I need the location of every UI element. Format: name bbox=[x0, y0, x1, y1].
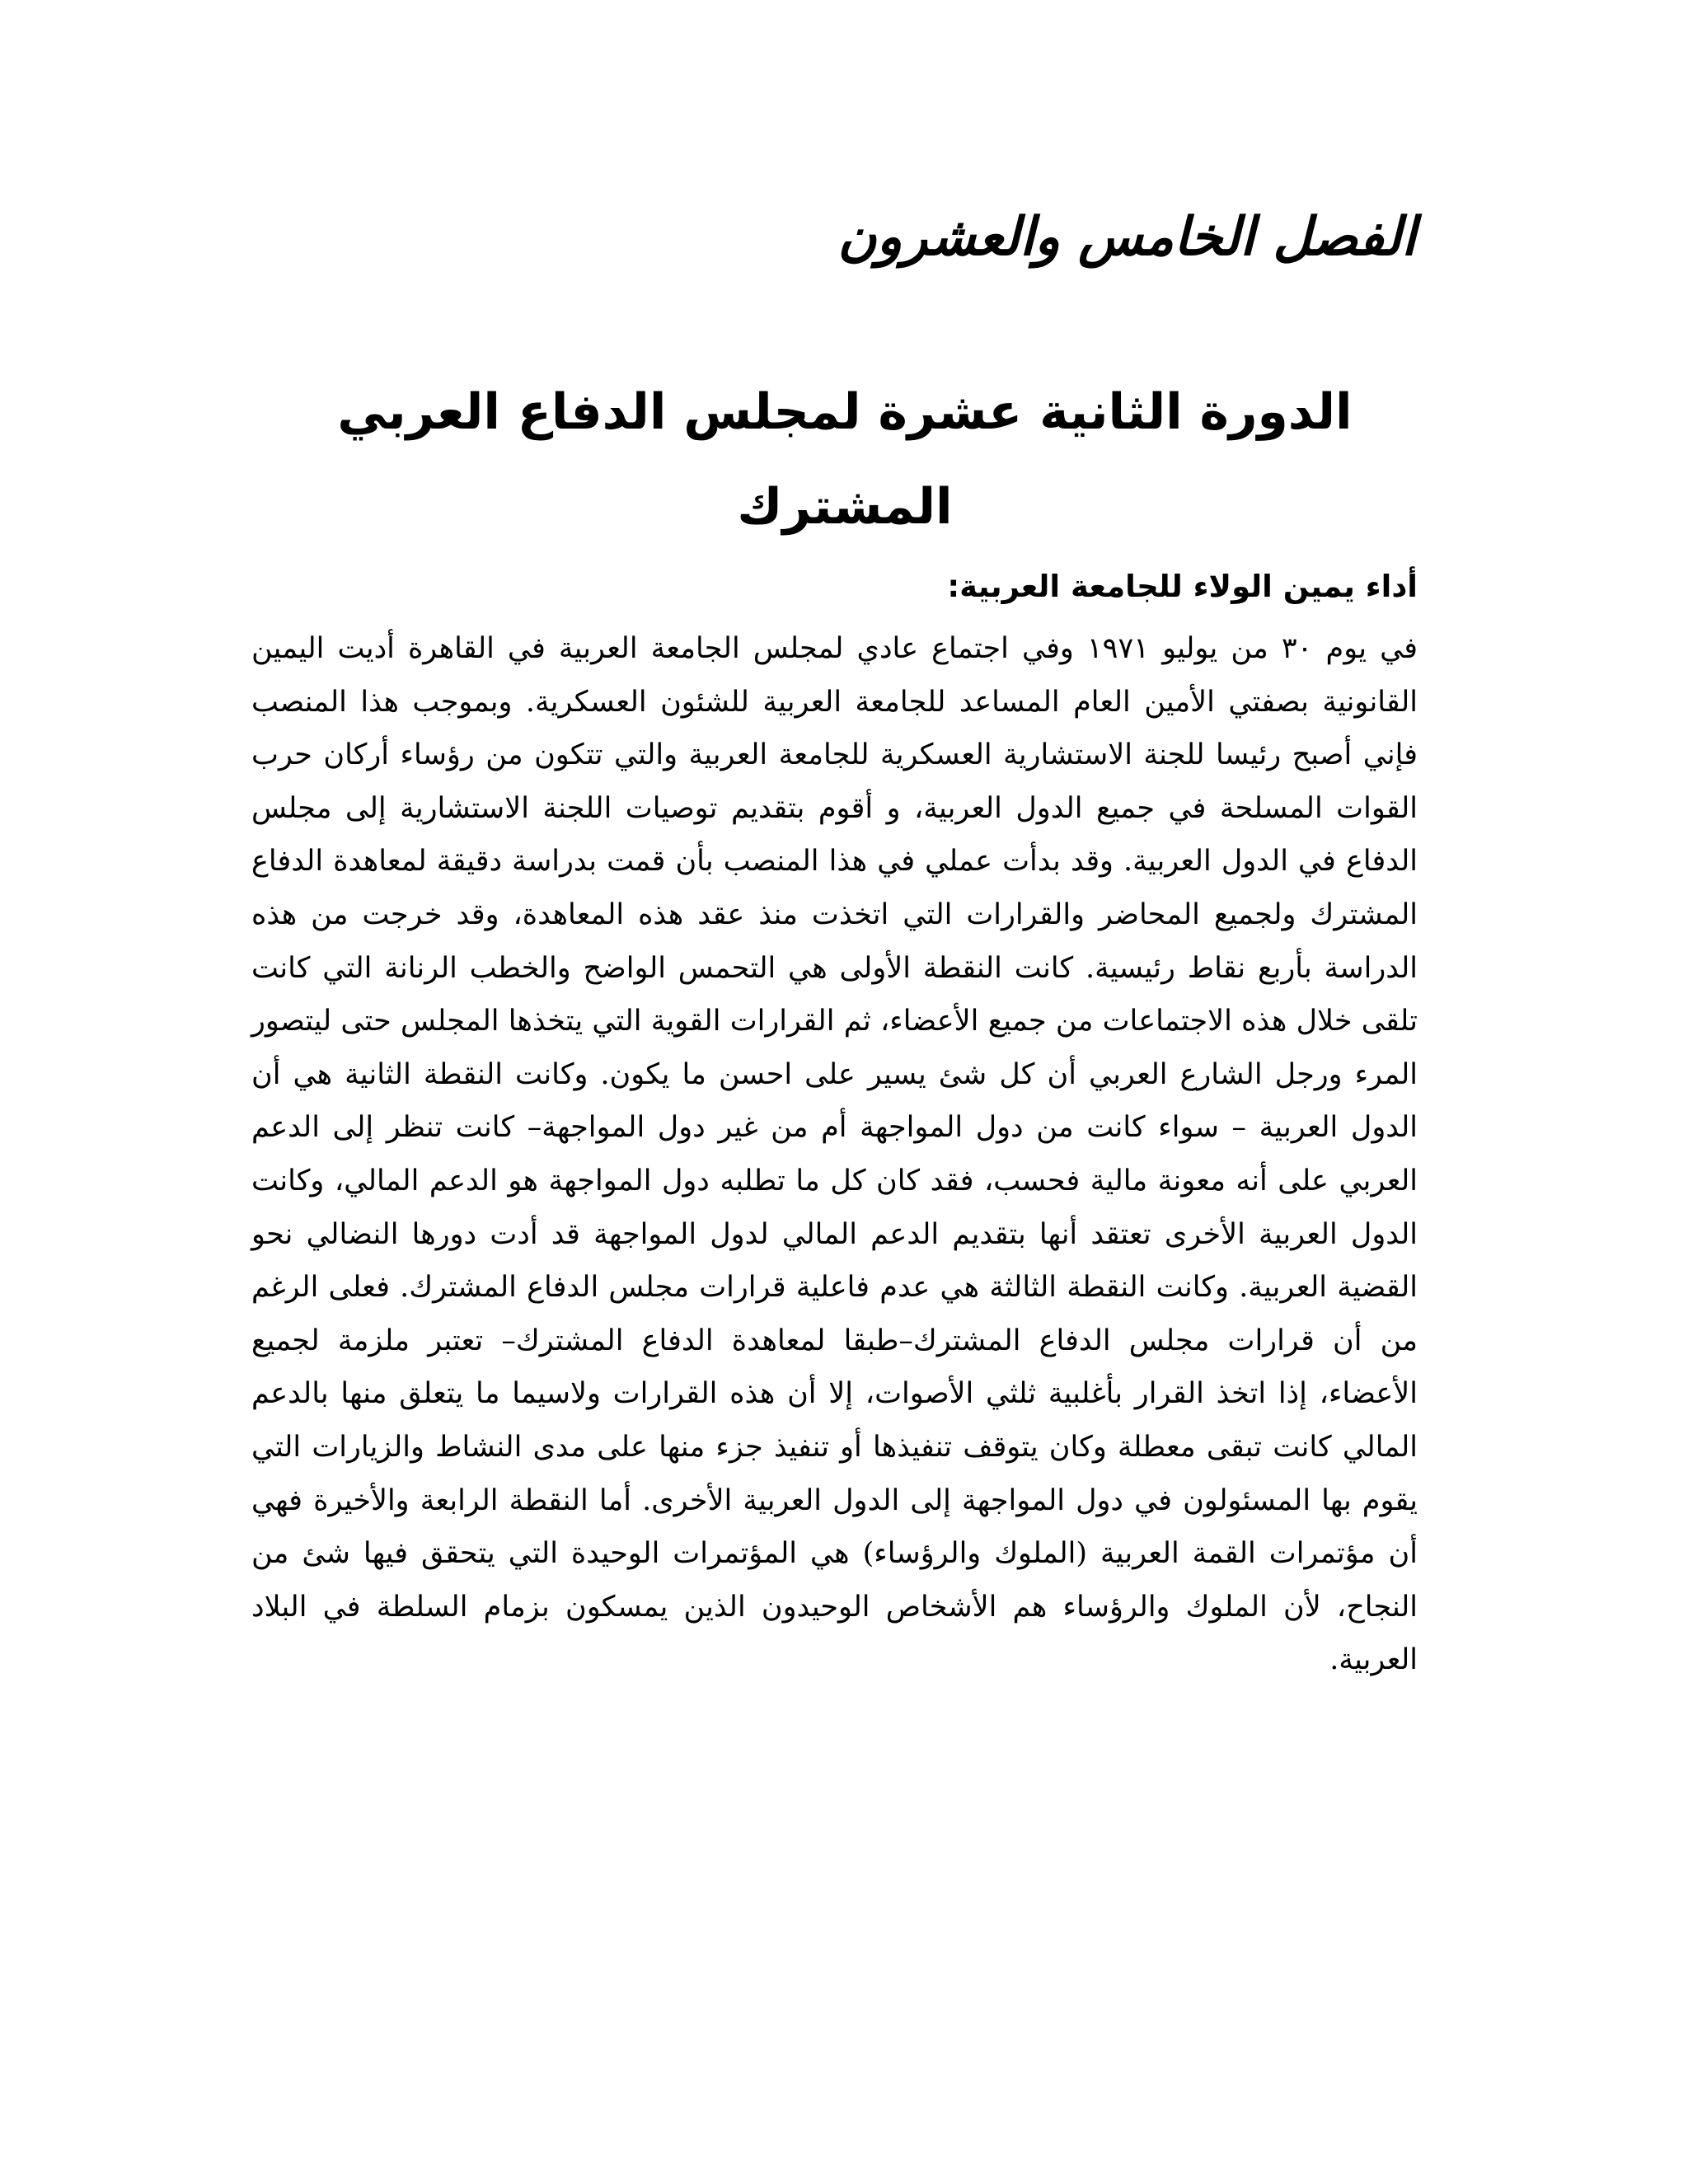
section-title-line-1: الدورة الثانية عشرة لمجلس الدفاع العربي bbox=[337, 383, 1353, 441]
subsection-heading: أداء يمين الولاء للجامعة العربية: bbox=[947, 569, 1418, 604]
body-paragraph: في يوم ٣٠ من يوليو ١٩٧١ وفي اجتماع عادي لمجلس الجامعة العربية في القاهرة أديت اليمين القانونية بصفتي الأمين العام المساعد للجامعة العربية للشئون العسكرية. وبموجب هذا المنصب فإني أصبح رئيسا للجنة الاستشارية العسكرية للجامعة العربية والتي تتكون من رؤساء أركان حرب القوات المسلحة في جميع الدول العربية، و أقوم بتقديم توصيات اللجنة الاستشارية إلى مجلس الدفاع في الدول العربية. وقد بدأت عملي في هذا المنصب بأن قمت بدراسة دقيقة لمعاهدة الدفاع المشترك ولجميع المحاضر والقرارات التي اتخذت منذ عقد هذه المعاهدة، وقد خرجت من هذه الدراسة بأربع نقاط رئيسية. كانت النقطة الأولى هي التحمس الواضح والخطب الرنانة التي كانت تلقى خلال هذه الاجتماعات من جميع الأعضاء، ثم القرارات القوية التي يتخذها المجلس حتى ليتصور المرء ورجل الشارع العربي أن كل شئ يسير على احسن ما يكون. وكانت النقطة الثانية هي أن الدول العربية – سواء كانت من دول المواجهة أم من غير دول المواجهة– كانت تنظر إلى الدعم العربي على أنه معونة مالية فحسب، فقد كان كل ما تطلبه دول المواجهة هو الدعم المالي، وكانت الدول العربية الأخرى تعتقد أنها بتقديم الدعم المالي لدول المواجهة قد أدت دورها النضالي نحو القضية العربية. وكانت النقطة الثالثة هي عدم فاعلية قرارات مجلس الدفاع المشترك. فعلى الرغم من أن قرارات مجلس الدفاع المشترك–طبقا لمعاهدة الدفاع المشترك– تعتبر ملزمة لجميع الأعضاء، إذا اتخذ القرار بأغلبية ثلثي الأصوات، إلا أن هذه القرارات ولاسيما ما يتعلق منها بالدعم المالي كانت تبقى معطلة وكان يتوقف تنفيذها أو تنفيذ جزء منها على مدى النشاط والزيارات التي يقوم بها المسئولون في دول المواجهة إلى الدول العربية الأخرى. أما النقطة الرابعة والأخيرة فهي أن مؤتمرات القمة العربية (الملوك والرؤساء) هي المؤتمرات الوحيدة التي يتحقق فيها شئ من النجاح، لأن الملوك والرؤساء هم الأشخاص الوحيدون الذين يمسكون بزمام السلطة في البلاد العربية. bbox=[251, 632, 1418, 1677]
chapter-title: الفصل الخامس والعشرون bbox=[837, 207, 1416, 268]
section-title bbox=[247, 383, 1442, 577]
section-title-line-2: المشترك bbox=[737, 478, 953, 536]
